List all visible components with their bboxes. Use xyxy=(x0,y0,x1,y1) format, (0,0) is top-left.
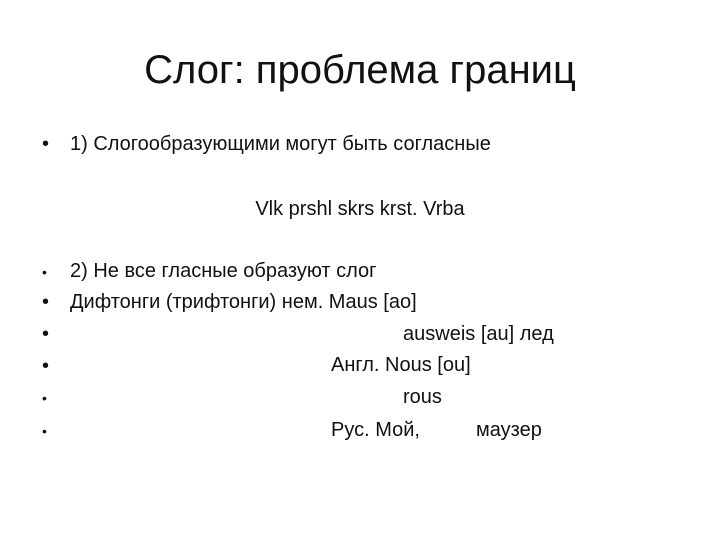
item-consonants: 1) Слогообразующими могут быть согласные xyxy=(70,133,491,155)
item-english-nous: Англ. Nous [ou] xyxy=(331,354,471,376)
bullet-marker: • xyxy=(42,291,50,313)
bullet-marker: • xyxy=(42,264,47,280)
bullet-marker: • xyxy=(42,390,47,406)
item-ausweis: ausweis [au] лед xyxy=(403,323,554,345)
item-vowels: 2) Не все гласные образуют слог xyxy=(70,260,377,282)
item-diphthongs: Дифтонги (трифтонги) нем. Maus [ao] xyxy=(70,291,417,313)
item-rous: rous xyxy=(403,386,442,408)
slide-title: Слог: проблема границ xyxy=(144,48,576,92)
item-russian-moy: Рус. Мой, xyxy=(331,419,420,441)
bullet-marker: • xyxy=(42,355,50,377)
example-czech: Vlk prshl skrs krst. Vrba xyxy=(255,198,465,220)
item-russian-mauzer: маузер xyxy=(476,419,542,441)
bullet-marker: • xyxy=(42,323,50,345)
bullet-marker: • xyxy=(42,133,50,155)
bullet-marker: • xyxy=(42,423,47,439)
